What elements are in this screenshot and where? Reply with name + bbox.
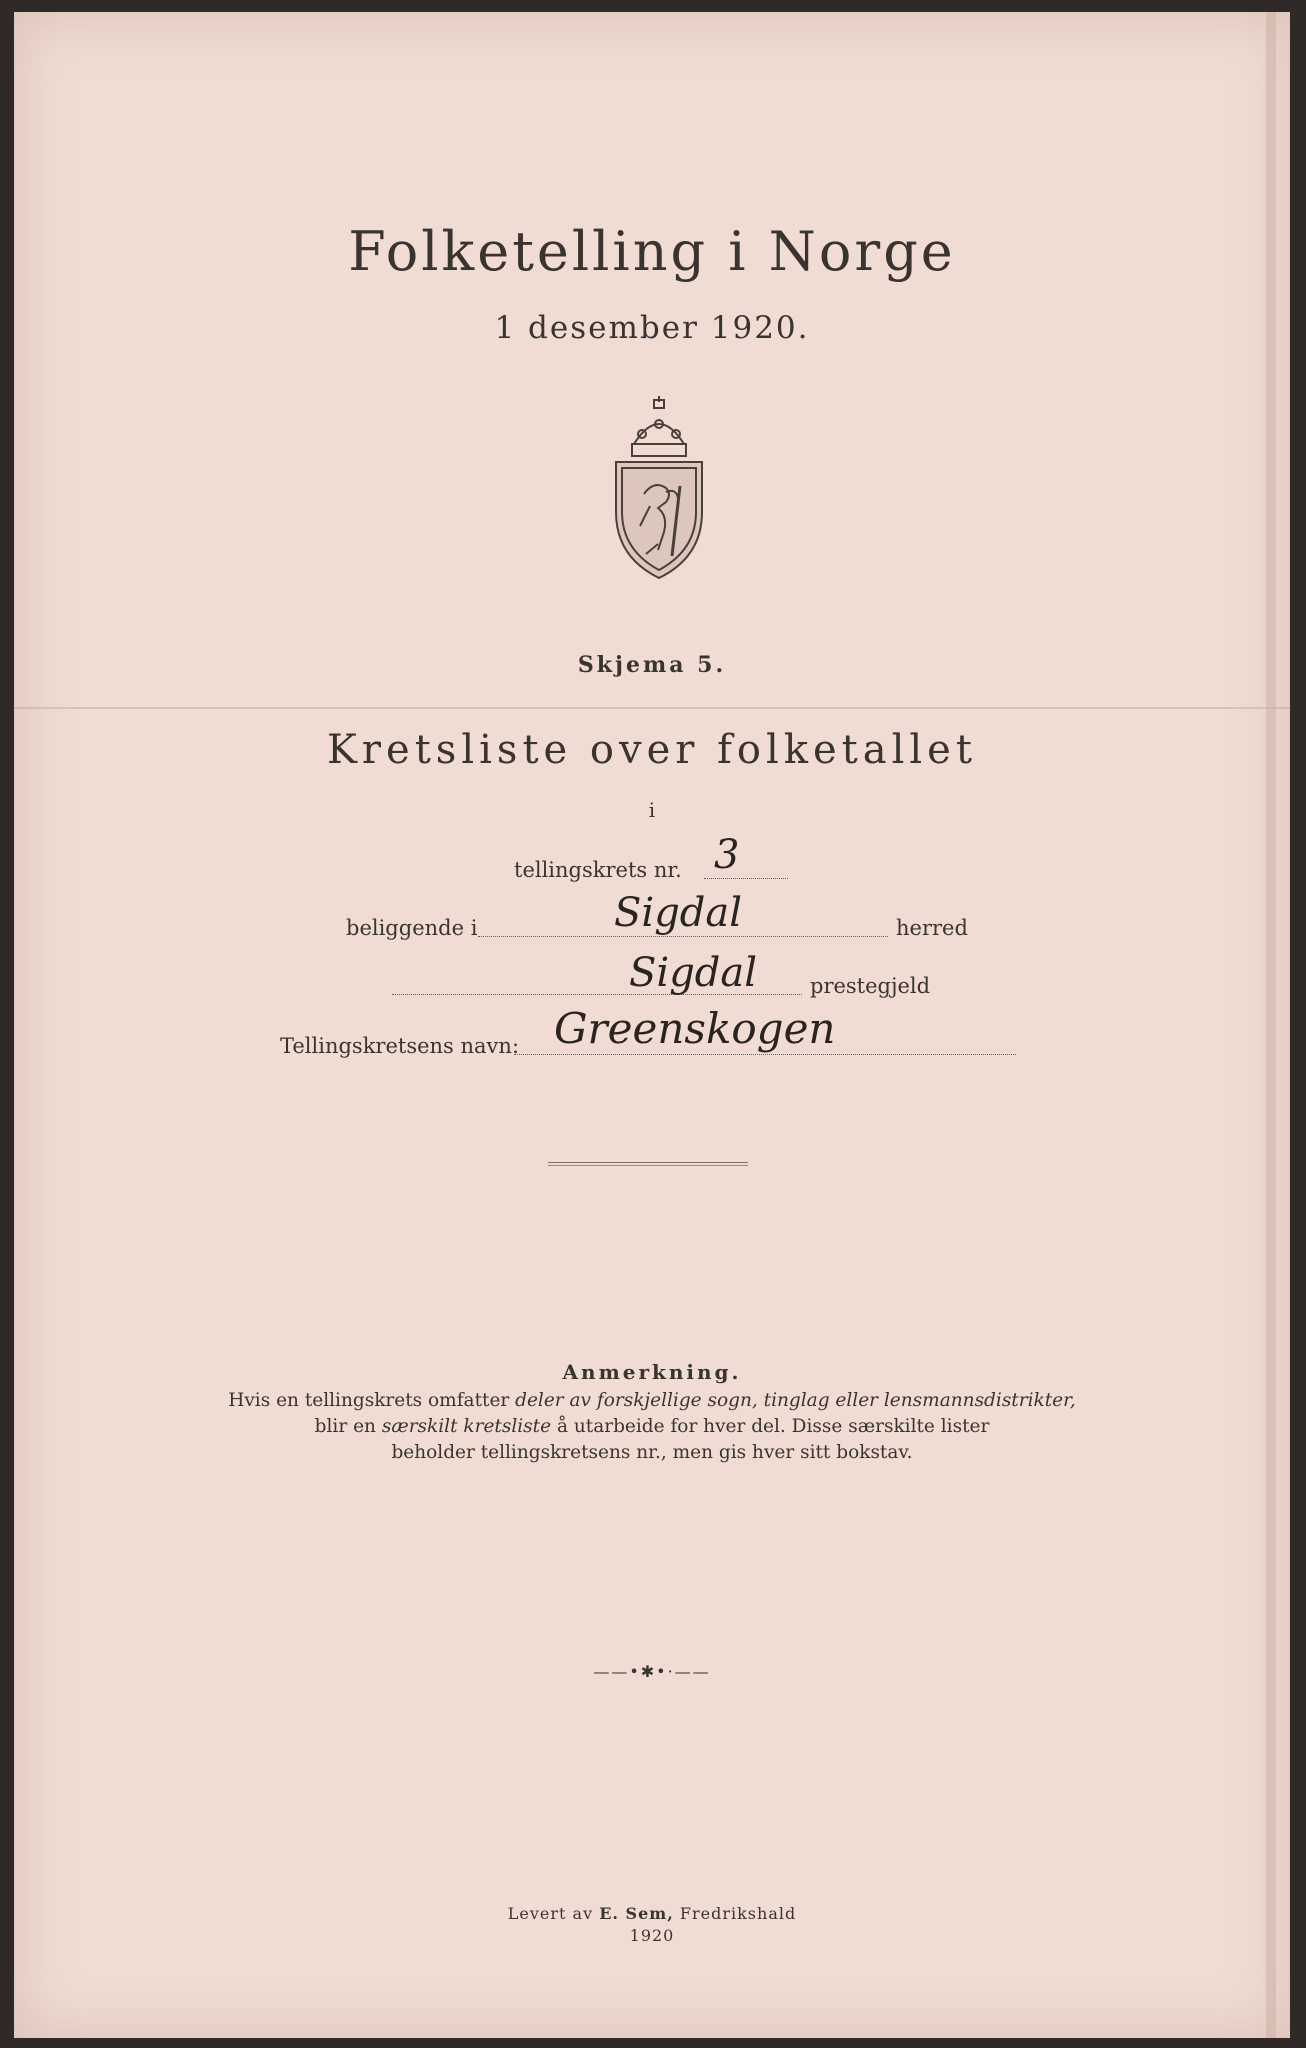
prestegjeld-label: prestegjeld xyxy=(810,974,931,998)
krets-label: tellingskrets nr. xyxy=(514,858,682,882)
norwegian-coat-of-arms-icon xyxy=(604,394,714,584)
printer-name: E. Sem, xyxy=(599,1904,674,1923)
section-divider xyxy=(548,1162,748,1166)
krets-number-handwritten: 3 xyxy=(714,832,740,878)
printer-place: Fredrikshald xyxy=(673,1904,797,1923)
note-line-3: beholder tellingskretsens nr., men gis hver sitt bokstav. xyxy=(391,1442,913,1463)
herred-dotted-line xyxy=(478,936,888,937)
krets-dotted-line xyxy=(704,878,788,879)
note-line-2-text-b: å utarbeide for hver del. Disse særskilte lister xyxy=(551,1416,990,1437)
form-subtitle: Kretsliste over folketallet xyxy=(327,727,977,773)
printer-credit xyxy=(14,1904,1290,1923)
note-line-1-text: Hvis en tellingskrets omfatter xyxy=(228,1390,516,1411)
census-date: 1 desember 1920. xyxy=(494,310,810,346)
beliggende-label: beliggende i xyxy=(346,916,478,940)
note-line-2-italic: særskilt kretsliste xyxy=(381,1416,552,1437)
navn-handwritten: Greenskogen xyxy=(554,1004,836,1053)
herred-handwritten: Sigdal xyxy=(614,890,743,936)
prestegjeld-handwritten: Sigdal xyxy=(629,950,758,996)
note-line-1 xyxy=(14,1390,1290,1411)
note-line-2-text-a: blir en xyxy=(314,1416,382,1437)
note-line-2 xyxy=(14,1416,1290,1437)
note-heading: Anmerkning. xyxy=(562,1360,742,1384)
herred-label: herred xyxy=(896,916,968,940)
navn-label: Tellingskretsens navn: xyxy=(280,1034,520,1058)
page-fold xyxy=(14,707,1290,709)
schema-number: Skjema 5. xyxy=(577,652,727,678)
printer-prefix: Levert av xyxy=(507,1904,600,1923)
ornament-divider: ——•✱•·—— xyxy=(593,1662,711,1681)
connector-i: i xyxy=(648,798,656,822)
printer-year: 1920 xyxy=(629,1926,675,1945)
census-form-page xyxy=(14,12,1290,2038)
note-line-1-italic: deler av forskjellige sogn, tinglag eller lensmannsdistrikter, xyxy=(515,1390,1076,1411)
navn-dotted-line xyxy=(514,1054,1016,1055)
page-title: Folketelling i Norge xyxy=(348,220,956,283)
